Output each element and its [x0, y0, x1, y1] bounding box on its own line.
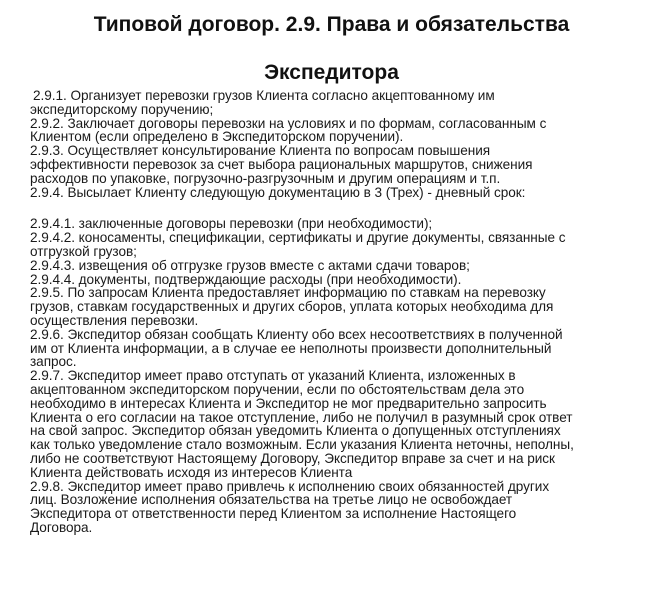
text-line: лиц. Возложение исполнения обязательства на третье лицо не освобождает — [30, 492, 513, 508]
text-line: акцептованном экспедиторском поручении, если по обстоятельствам дела это — [30, 381, 525, 397]
clause-2-9-7 — [30, 369, 655, 479]
text-line: экспедиторскому поручению; — [30, 101, 214, 117]
text-line: эффективности перевозок за счет выбора рациональных маршрутов, снижения — [30, 156, 533, 172]
text-line: расходов по упаковке, погрузочно-разгрузочным и другим операциям и т.п. — [30, 170, 501, 186]
clause-2-9-4-4 — [30, 273, 655, 287]
text-line: Клиента действовать исходя из интересов Клиента — [30, 464, 353, 480]
clause-2-9-5 — [30, 286, 655, 327]
clause-2-9-4-1 — [30, 217, 655, 231]
text-line: 2.9.5. По запросам Клиента предоставляет информацию по ставкам на перевозку — [30, 285, 546, 301]
clause-2-9-1 — [30, 89, 655, 117]
text-line: либо не соответствуют Настоящему Договору, Экспедитор вправе за счет и на риск — [30, 450, 555, 466]
text-line: 2.9.7. Экспедитор имеет право отступать от указаний Клиента, изложенных в — [30, 368, 516, 384]
clause-2-9-6 — [30, 328, 655, 369]
text-line: необходимо в интересах Клиента и Экспедитор не мог предварительно запросить — [30, 395, 547, 411]
clause-2-9-3 — [30, 144, 655, 185]
text-line: 2.9.6. Экспедитор обязан сообщать Клиенту обо всех несоответствиях в полученной — [30, 326, 563, 342]
text-line: им от Клиента информации, а в случае ее неполноты произвести дополнительный — [30, 340, 552, 356]
text-line: Клиентом (если определено в Экспедиторском поручении). — [30, 129, 404, 145]
contract-text — [30, 89, 655, 535]
clause-2-9-8 — [30, 480, 655, 535]
text-line: 2.9.1. Организует перевозки грузов Клиента согласно акцептованному им — [33, 88, 495, 103]
text-line: 2.9.8. Экспедитор имеет право привлечь к исполнению своих обязанностей других — [30, 478, 550, 494]
text-line: 2.9.4.3. извещения об отгрузке грузов вместе с актами сдачи товаров; — [30, 257, 470, 273]
text-line: запрос. — [30, 354, 77, 370]
slide-title-line-2: Экспедитора — [264, 61, 399, 84]
text-line: 2.9.4.4. документы, подтверждающие расходы (при необходимости). — [30, 271, 462, 287]
text-line: 2.9.2. Заключает договоры перевозки на условиях и по формам, согласованным с — [30, 115, 547, 131]
text-line: 2.9.4.2. коносаменты, спецификации, сертификаты и другие документы, связанные с — [30, 230, 566, 246]
clause-2-9-4 — [30, 186, 655, 200]
clause-2-9-2 — [30, 117, 655, 145]
text-line: отгрузкой грузов; — [30, 243, 137, 259]
slide-title-line-1: Типовой договор. 2.9. Права и обязательства — [93, 13, 570, 36]
text-line: Клиента о его согласии на такое отступление, либо не получил в разумный срок ответ — [30, 409, 573, 425]
text-line: осуществления перевозки. — [30, 312, 199, 328]
clause-2-9-4-2 — [30, 231, 655, 259]
spacer — [30, 199, 655, 217]
text-line: 2.9.4.1. заключенные договоры перевозки (при необходимости); — [30, 216, 433, 232]
text-line: 2.9.4. Высылает Клиенту следующую документацию в 3 (Трех) - дневный срок: — [30, 184, 526, 200]
text-line: 2.9.3. Осуществляет консультирование Клиента по вопросам повышения — [30, 143, 491, 159]
text-line: Экспедитора от ответственности перед Клиентом за исполнение Настоящего — [30, 506, 517, 522]
text-line: как только уведомление стало возможным. Если указания Клиента неточны, неполны, — [30, 437, 574, 453]
text-line: Договора. — [30, 519, 93, 535]
clause-2-9-4-3 — [30, 259, 655, 273]
text-line: грузов, ставкам государственных и других сборов, уплата которых необходима для — [30, 299, 554, 315]
text-line: на свой запрос. Экспедитор обязан уведомить Клиента о допущенных отступлениях — [30, 423, 561, 439]
